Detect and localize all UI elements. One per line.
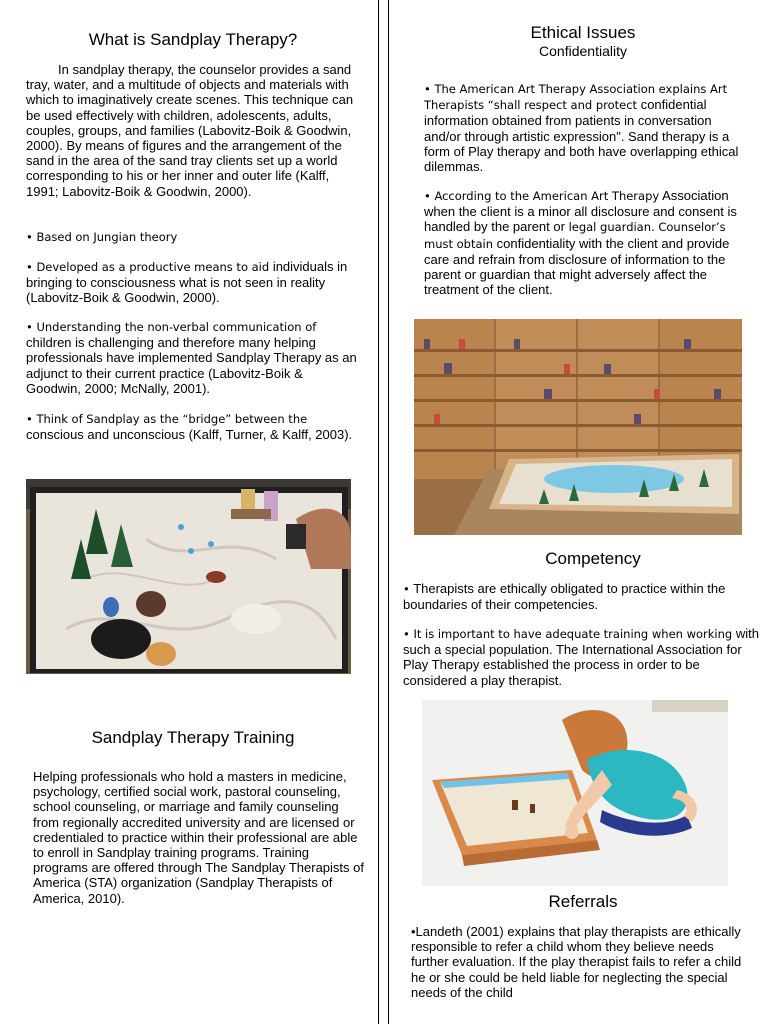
sandplay-room-photo <box>414 319 742 535</box>
intro-bullet <box>26 319 360 396</box>
intro-body <box>26 62 360 199</box>
competency-title: Competency <box>545 549 641 568</box>
bullet-text: individuals in bringing to consciousness what is not seen in reality (Labovitz-Boik & Goodwin, 2000). <box>26 259 348 306</box>
training-title: Sandplay Therapy Training <box>91 728 295 747</box>
child-sandplay-photo <box>422 700 728 886</box>
competency-bullet <box>403 626 759 688</box>
referrals-title: Referrals <box>548 892 618 911</box>
bullet-text: confidentiality with the client and provide care and refrain from disclosure of information to the parent or guardian that might adversely affect the treatment of the client. <box>424 235 730 298</box>
training-body: Helping professionals who hold a masters in medicine, psychology, certified social work, pastoral counseling, school counseling, or marriage and family counseling from regionally accredited university and are licensed or credentialed to practice within their professional are able to enroll in Sandplay training programs. Training programs are offered through The Sandplay Therapists of America (STA) organization (Sandplay Therapists of America, 2010). <box>33 769 364 906</box>
ethics-title: Ethical Issues <box>530 23 636 42</box>
bullet-lead: • <box>403 582 410 596</box>
intro-bullet <box>26 259 360 306</box>
competency-bullet <box>403 581 759 612</box>
ethics-subtitle: Confidentiality <box>539 43 627 59</box>
bullet-text: Association when the client is a minor all disclosure and consent is handled by the parent or <box>424 188 737 235</box>
bullet-lead: • According to the American Art Therapy <box>424 189 660 203</box>
bullet-text: children is challenging and therefore many helping professionals have implemented Sandplay Therapy as an adjunct to their current practice (Labovitz-Boik & Goodwin, 2000; McNally, 2001). <box>26 335 357 396</box>
bullet-lead: legal guardian. Counselor’s must obtain <box>424 220 726 251</box>
ethics-bullet <box>424 81 746 174</box>
sand-tray-photo <box>26 479 351 674</box>
bullet-text: Therapists are ethically obligated to practice within the boundaries of their competencies. <box>403 581 726 613</box>
referrals-body: •Landeth (2001) explains that play therapists are ethically responsible to refer a child whom they believe needs further evaluation. If the play therapist fails to refer a child he or she could be held liable for neglecting the special needs of the child <box>411 924 742 1000</box>
column-divider-right <box>388 0 389 1024</box>
bullet-text: confidential information obtained from patients in conversation and/or through artistic expression". Sand therapy is a form of Play therapy and both have overlapping ethical dilemmas. <box>424 97 739 175</box>
intro-bullet <box>26 229 360 245</box>
bullet-lead: • Understanding the non-verbal communication of <box>26 320 317 334</box>
bullet-lead: • Based on Jungian theory <box>26 230 178 244</box>
intro-body-text: In sandplay therapy, the counselor provides a sand tray, water, and a multitude of objects and materials with which to imaginatively create scenes. This technique can be used effectively with children, adolescents, adults, couples, groups, and families (Labovitz-Boik & Goodwin, 2000). By means of figures and the arrangement of the sand in the area of the sand tray clients set up a world corresponding to his or her inner and outer life (Kalff, 1991; Labovitz-Boik & Goodwin, 2000). <box>26 62 354 199</box>
column-divider-left <box>378 0 379 1024</box>
intro-title: What is Sandplay Therapy? <box>88 30 298 49</box>
bullet-lead: • Think of Sandplay as the “bridge” between the <box>26 412 308 426</box>
bullet-lead: • It is important to have adequate training when working <box>403 627 733 641</box>
bullet-text: with such a special population. The International Association for Play Therapy established the process in order to be considered a play therapist. <box>403 626 759 688</box>
ethics-bullet <box>424 188 750 297</box>
bullet-lead: • Developed as a productive means to aid <box>26 260 270 274</box>
intro-bullet <box>26 411 360 442</box>
bullet-text: conscious and unconscious (Kalff, Turner, & Kalff, 2003). <box>26 427 353 443</box>
bullet-lead: • The American Art Therapy Association explains Art Therapists “shall respect and protect <box>424 82 728 113</box>
